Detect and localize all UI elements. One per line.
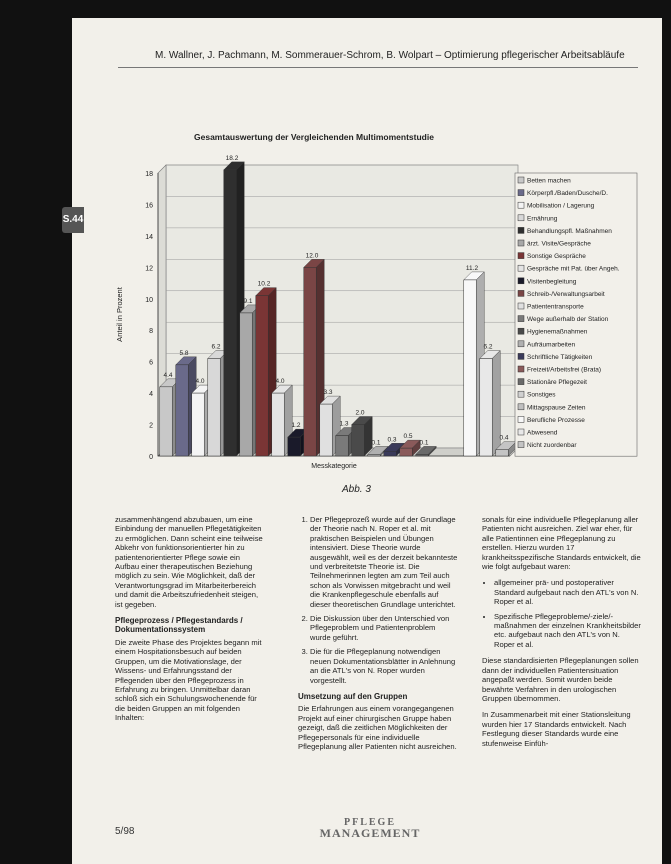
x-axis-label: Messkategorie — [311, 463, 357, 470]
bar — [320, 404, 332, 456]
logo-line-1: PFLEGE — [343, 817, 396, 828]
legend-swatch — [518, 303, 524, 309]
section-heading: Umsetzung auf den Gruppen — [298, 691, 408, 701]
journal-logo — [310, 818, 430, 838]
text-column-1 — [115, 515, 265, 730]
legend-entry: Aufräumarbeiten — [527, 341, 576, 349]
bar — [416, 454, 428, 456]
bar — [400, 448, 412, 456]
legend-entry: Patiententransporte — [527, 303, 584, 311]
data-label: 0.3 — [387, 436, 397, 444]
legend-entry: Mobilisation / Lagerung — [527, 202, 595, 210]
legend-swatch — [518, 391, 524, 397]
legend-entry: Hygienemaßnahmen — [527, 328, 588, 336]
bar — [240, 313, 252, 456]
y-tick-label: 18 — [145, 171, 153, 178]
bar — [464, 280, 476, 456]
y-tick-label: 16 — [145, 202, 153, 210]
data-label: 5.8 — [179, 349, 189, 357]
paragraph: sonals für eine individuelle Pflegeplanung aller Patienten nicht ausreichen. Ziel war eher, für alle Patientinnen eine Pflegeplanung zu erstellen. Hierzu wurden 17 krankheitsspezifische Standards entwickelt, die wie folgt aufgebaut waren: — [482, 515, 641, 572]
legend-swatch — [518, 379, 524, 385]
list-item: • allgemeiner prä- und postoperativer Standard aufgebaut nach den ATL's von N. Roper et al. — [494, 578, 642, 606]
legend-swatch — [518, 290, 524, 296]
y-tick-label: 14 — [145, 233, 153, 241]
legend-entry: Abwesend — [527, 429, 558, 437]
legend-entry: Betten machen — [527, 177, 571, 185]
list-item: 3. Die für die Pflegeplanung notwendigen neuen Dokumentationsblätter in Anlehnung an die ATL's von N. Roper wurden vorgestellt. — [310, 647, 458, 685]
legend-swatch — [518, 265, 524, 271]
legend-swatch — [518, 278, 524, 284]
legend-entry: Ernährung — [527, 215, 558, 223]
bar-chart — [110, 128, 642, 478]
legend-entry: Freizeit/Arbeitsfrei (Brata) — [527, 366, 602, 374]
bar — [272, 393, 284, 456]
legend-entry: Visitenbegleitung — [527, 278, 577, 286]
legend-swatch — [518, 429, 524, 435]
legend-entry: Sonstiges — [527, 391, 556, 399]
legend-entry: Stationäre Pflegezeit — [527, 379, 587, 387]
data-label: 0.1 — [371, 439, 381, 447]
numbered-list — [298, 515, 458, 685]
bar — [288, 437, 300, 456]
data-label: 2.0 — [355, 409, 365, 417]
bar — [208, 359, 220, 456]
legend-swatch — [518, 341, 524, 347]
y-tick-label: 0 — [149, 454, 153, 461]
legend-swatch — [518, 253, 524, 259]
bullet-list — [482, 578, 642, 649]
y-axis-label: Anteil in Prozent — [115, 287, 124, 342]
bar — [176, 365, 188, 456]
legend-entry: Schreib-/Verwaltungsarbeit — [527, 290, 605, 298]
data-label: 1.3 — [339, 420, 349, 428]
y-tick-label: 4 — [149, 391, 153, 399]
bar — [352, 425, 364, 456]
data-label: 4.0 — [195, 378, 205, 386]
y-tick-label: 6 — [149, 359, 153, 367]
bar — [368, 454, 380, 456]
legend-swatch — [518, 366, 524, 372]
data-label: 0.4 — [499, 434, 509, 442]
bar — [160, 387, 172, 456]
data-label: 11.2 — [465, 264, 479, 272]
data-label: 0.5 — [403, 433, 413, 441]
page-number: 5/98 — [115, 826, 135, 837]
bar — [384, 451, 396, 456]
legend-entry: Wege außerhalb der Station — [527, 316, 609, 324]
bar — [224, 170, 236, 456]
running-header: M. Wallner, J. Pachmann, M. Sommerauer-Schrom, B. Wolpart – Optimierung pflegerischer Arbeitsabläufe — [155, 50, 625, 61]
legend-entry: Berufliche Prozesse — [527, 416, 585, 424]
data-label: 6.2 — [483, 343, 493, 351]
legend-entry: Sonstige Gespräche — [527, 253, 586, 261]
paragraph: Die zweite Phase des Projektes begann mit einem Hospitationsbesuch auf beiden Gruppen, um die Motivationslage, der Wissens- und Erfahrungsstand der Pflegenden über den Pflegeprozess in Erfahrung zu bringen. Unmittelbar daran schloß sich ein Schulungswochenende für die beiden Gruppen an mit folgenden Inhalten: — [115, 637, 262, 723]
legend-swatch — [518, 215, 524, 221]
data-label: 3.3 — [323, 389, 333, 397]
legend-swatch — [518, 442, 524, 448]
legend-entry: Schriftliche Tätigkeiten — [527, 353, 593, 361]
section-heading: Pflegeprozess / Pflegestandards / Dokumentationssystem — [115, 616, 243, 635]
paragraph: Diese standardisierten Pflegeplanungen sollen dann der individuellen Patientensituation angepaßt werden. Somit wurden beide bewährte Verfahren in den urologischen Gruppen übernommen. — [482, 656, 639, 703]
bar — [480, 359, 492, 456]
bar — [256, 296, 268, 456]
legend-entry: Nicht zuordenbar — [527, 442, 577, 450]
legend-swatch — [518, 316, 524, 322]
legend-swatch — [518, 202, 524, 208]
data-label: 4.0 — [275, 378, 285, 386]
logo-line-2: MANAGEMENT — [319, 826, 421, 840]
data-label: 1.2 — [291, 422, 301, 430]
paragraph: In Zusammenarbeit mit einer Stationsleitung wurden hier 17 Standards entwickelt. Nach Festlegung dieser Standards wurde eine stufenweise Einfüh- — [482, 710, 631, 748]
legend-swatch — [518, 416, 524, 422]
figure-caption: Abb. 3 — [342, 484, 371, 495]
data-label: 10.2 — [257, 280, 271, 288]
bar — [304, 267, 316, 456]
paragraph: zusammenhängend abzubauen, um eine Einbindung der manuellen Pflegetätigkeiten zu ermöglichen. Dann scheint eine teilweise Abkehr von funktionsorientierter hin zu patientenorientierter Pflege sowie ein Aufbau einer therapeutischen Beziehung möglich zu sein. Wie Möglichkeit, daß der Verantwortungsgrad im Mitarbeiterbereich und damit die Arbeitszufriedenheit steigen, ist gegeben. — [115, 515, 263, 609]
text-column-2 — [298, 515, 458, 758]
data-label: 4.4 — [163, 371, 173, 379]
legend-entry: ärzt. Visite/Gespräche — [527, 240, 591, 248]
data-label: 9.1 — [243, 297, 253, 305]
legend-entry: Körperpfl./Baden/Dusche/D. — [527, 190, 608, 198]
list-item: 2. Die Diskussion über den Unterschied von Pflegeproblem und Patientenproblem wurde geführt. — [310, 614, 458, 642]
legend-entry: Behandlungspfl. Maßnahmen — [527, 227, 612, 235]
legend-swatch — [518, 353, 524, 359]
bar — [192, 393, 204, 456]
legend-entry: Mittagspause Zeiten — [527, 404, 586, 412]
y-tick-label: 2 — [149, 422, 153, 430]
data-label: 18.2 — [225, 154, 239, 162]
data-label: 12.0 — [305, 252, 319, 260]
y-tick-label: 10 — [145, 296, 153, 304]
paragraph: Die Erfahrungen aus einem vorangegangenen Projekt auf einer chirurgischen Gruppe haben gezeigt, daß die zeitlichen Möglichkeiten der Pflegepersonals für eine individuelle Pflegeplanung aller Patienten nicht ausreichen. — [298, 704, 457, 751]
bar — [496, 450, 508, 456]
legend-swatch — [518, 190, 524, 196]
legend-swatch — [518, 404, 524, 410]
text-column-3 — [482, 515, 642, 755]
legend-entry: Gespräche mit Pat. über Angeh. — [527, 265, 620, 273]
data-label: 0.1 — [419, 439, 429, 447]
list-item: • Spezifische Pflegeprobleme/-ziele/-maßnahmen der einzelnen Krankheitsbilder etc. aufgebaut nach den ATL's von N. Roper et al. — [494, 612, 642, 650]
list-item: 1. Der Pflegeprozeß wurde auf der Grundlage der Theorie nach N. Roper et al. mit praktischen Beispielen und Übungen intensiviert. Diese Theorie wurde ausgewählt, weil es der derzeit bekannteste und verbreitetste Theorie ist. Die Teilnehmerinnen legten am zum Teil auch schon als Vorwissen mitgebracht und weil die Krankenpflegeschule ebenfalls auf dieser theoretischen Grundlage unterichtet. — [310, 515, 458, 609]
chart-title: Gesamtauswertung der Vergleichenden Multimomentstudie — [194, 132, 434, 142]
legend-swatch — [518, 328, 524, 334]
data-label: 6.2 — [211, 343, 221, 351]
legend-swatch — [518, 177, 524, 183]
legend-swatch — [518, 240, 524, 246]
page-tab-label: S.44 — [62, 207, 84, 233]
bar — [336, 436, 348, 456]
header-rule — [118, 67, 638, 68]
legend-swatch — [518, 227, 524, 233]
y-tick-label: 12 — [145, 265, 153, 273]
y-tick-label: 8 — [149, 328, 153, 336]
